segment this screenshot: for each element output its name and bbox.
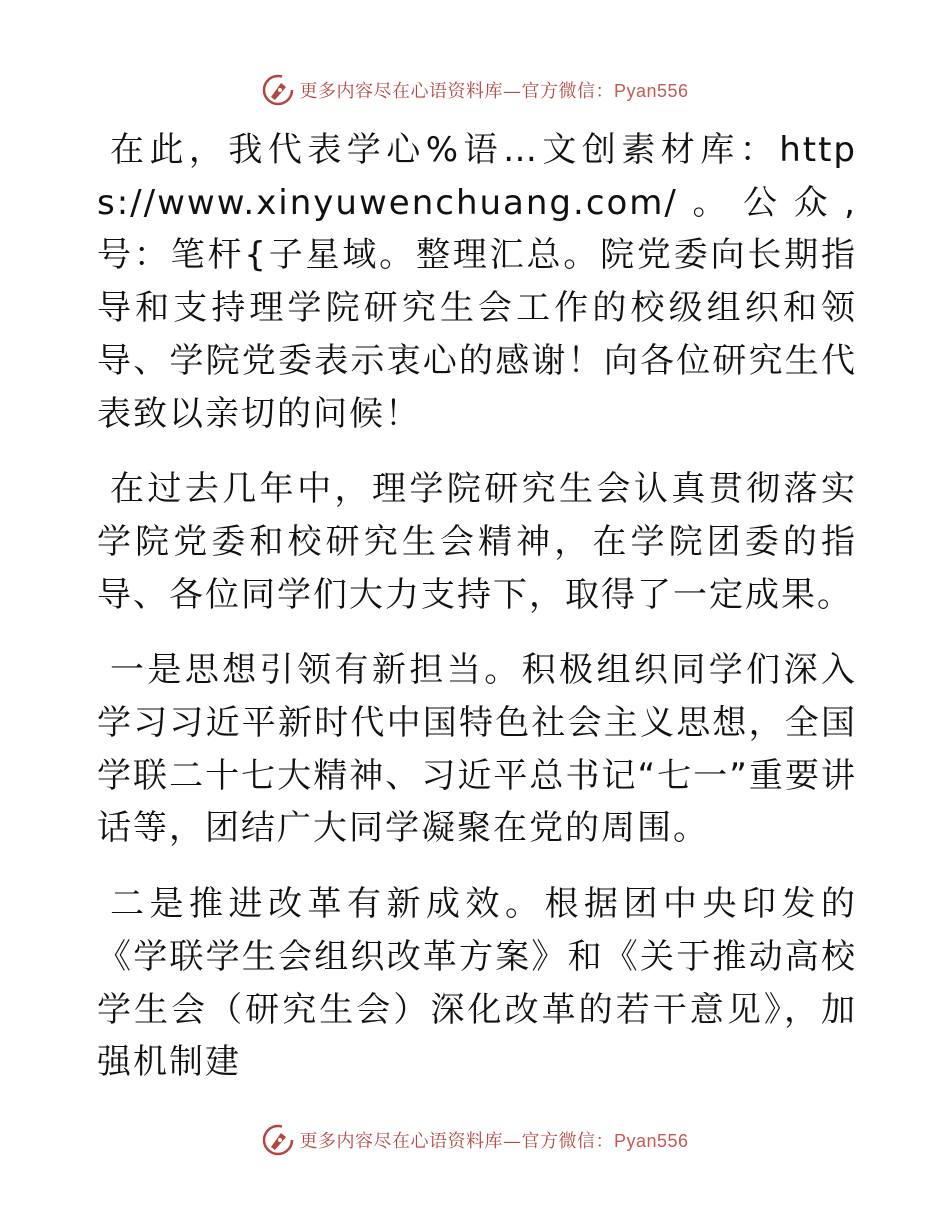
document-body [97, 124, 857, 1112]
banner-text [299, 77, 688, 103]
banner-wechat-label: 官方微信： [521, 1131, 614, 1152]
banner-slogan: 更多内容尽在心语资料库 [299, 81, 503, 102]
banner-wechat-id: Pyan556 [613, 1131, 689, 1151]
pen-nib-logo-icon [261, 73, 295, 107]
paragraph-3: 一是思想引领有新担当。积极组织同学们深入学习习近平新时代中国特色社会主义思想，全国学联二十七大精神、习近平总书记“七一”重要讲话等，团结广大同学凝聚在党的周围。 [97, 650, 857, 849]
footer-banner [0, 1122, 950, 1158]
pen-nib-logo-icon [261, 1123, 295, 1157]
header-banner [0, 72, 950, 108]
paragraph-4: 二是推进改革有新成效。根据团中央印发的《学联学生会组织改革方案》和《关于推动高校学生会（研究生会）深化改革的若干意见》，加强机制建 [97, 884, 857, 1083]
paragraph-2: 在过去几年中，理学院研究生会认真贯彻落实学院党委和校研究生会精神，在学院团委的指导、各位同学们大力支持下，取得了一定成果。 [97, 469, 857, 615]
banner-separator: — [502, 81, 522, 102]
banner-wechat-id: Pyan556 [613, 81, 689, 101]
banner-separator: — [502, 1131, 522, 1152]
banner-wechat-label: 官方微信： [521, 81, 614, 102]
banner-text [299, 1127, 688, 1153]
banner-slogan: 更多内容尽在心语资料库 [299, 1131, 503, 1152]
paragraph-1: 在此，我代表学心%语…文创素材库：https://www.xinyuwenchuang.com/。公众,号：笔杆{子星域。整理汇总。院党委向长期指导和支持理学院研究生会工作的校级组织和领导、学院党委表示衷心的感谢！向各位研究生代表致以亲切的问候！ [97, 130, 857, 434]
